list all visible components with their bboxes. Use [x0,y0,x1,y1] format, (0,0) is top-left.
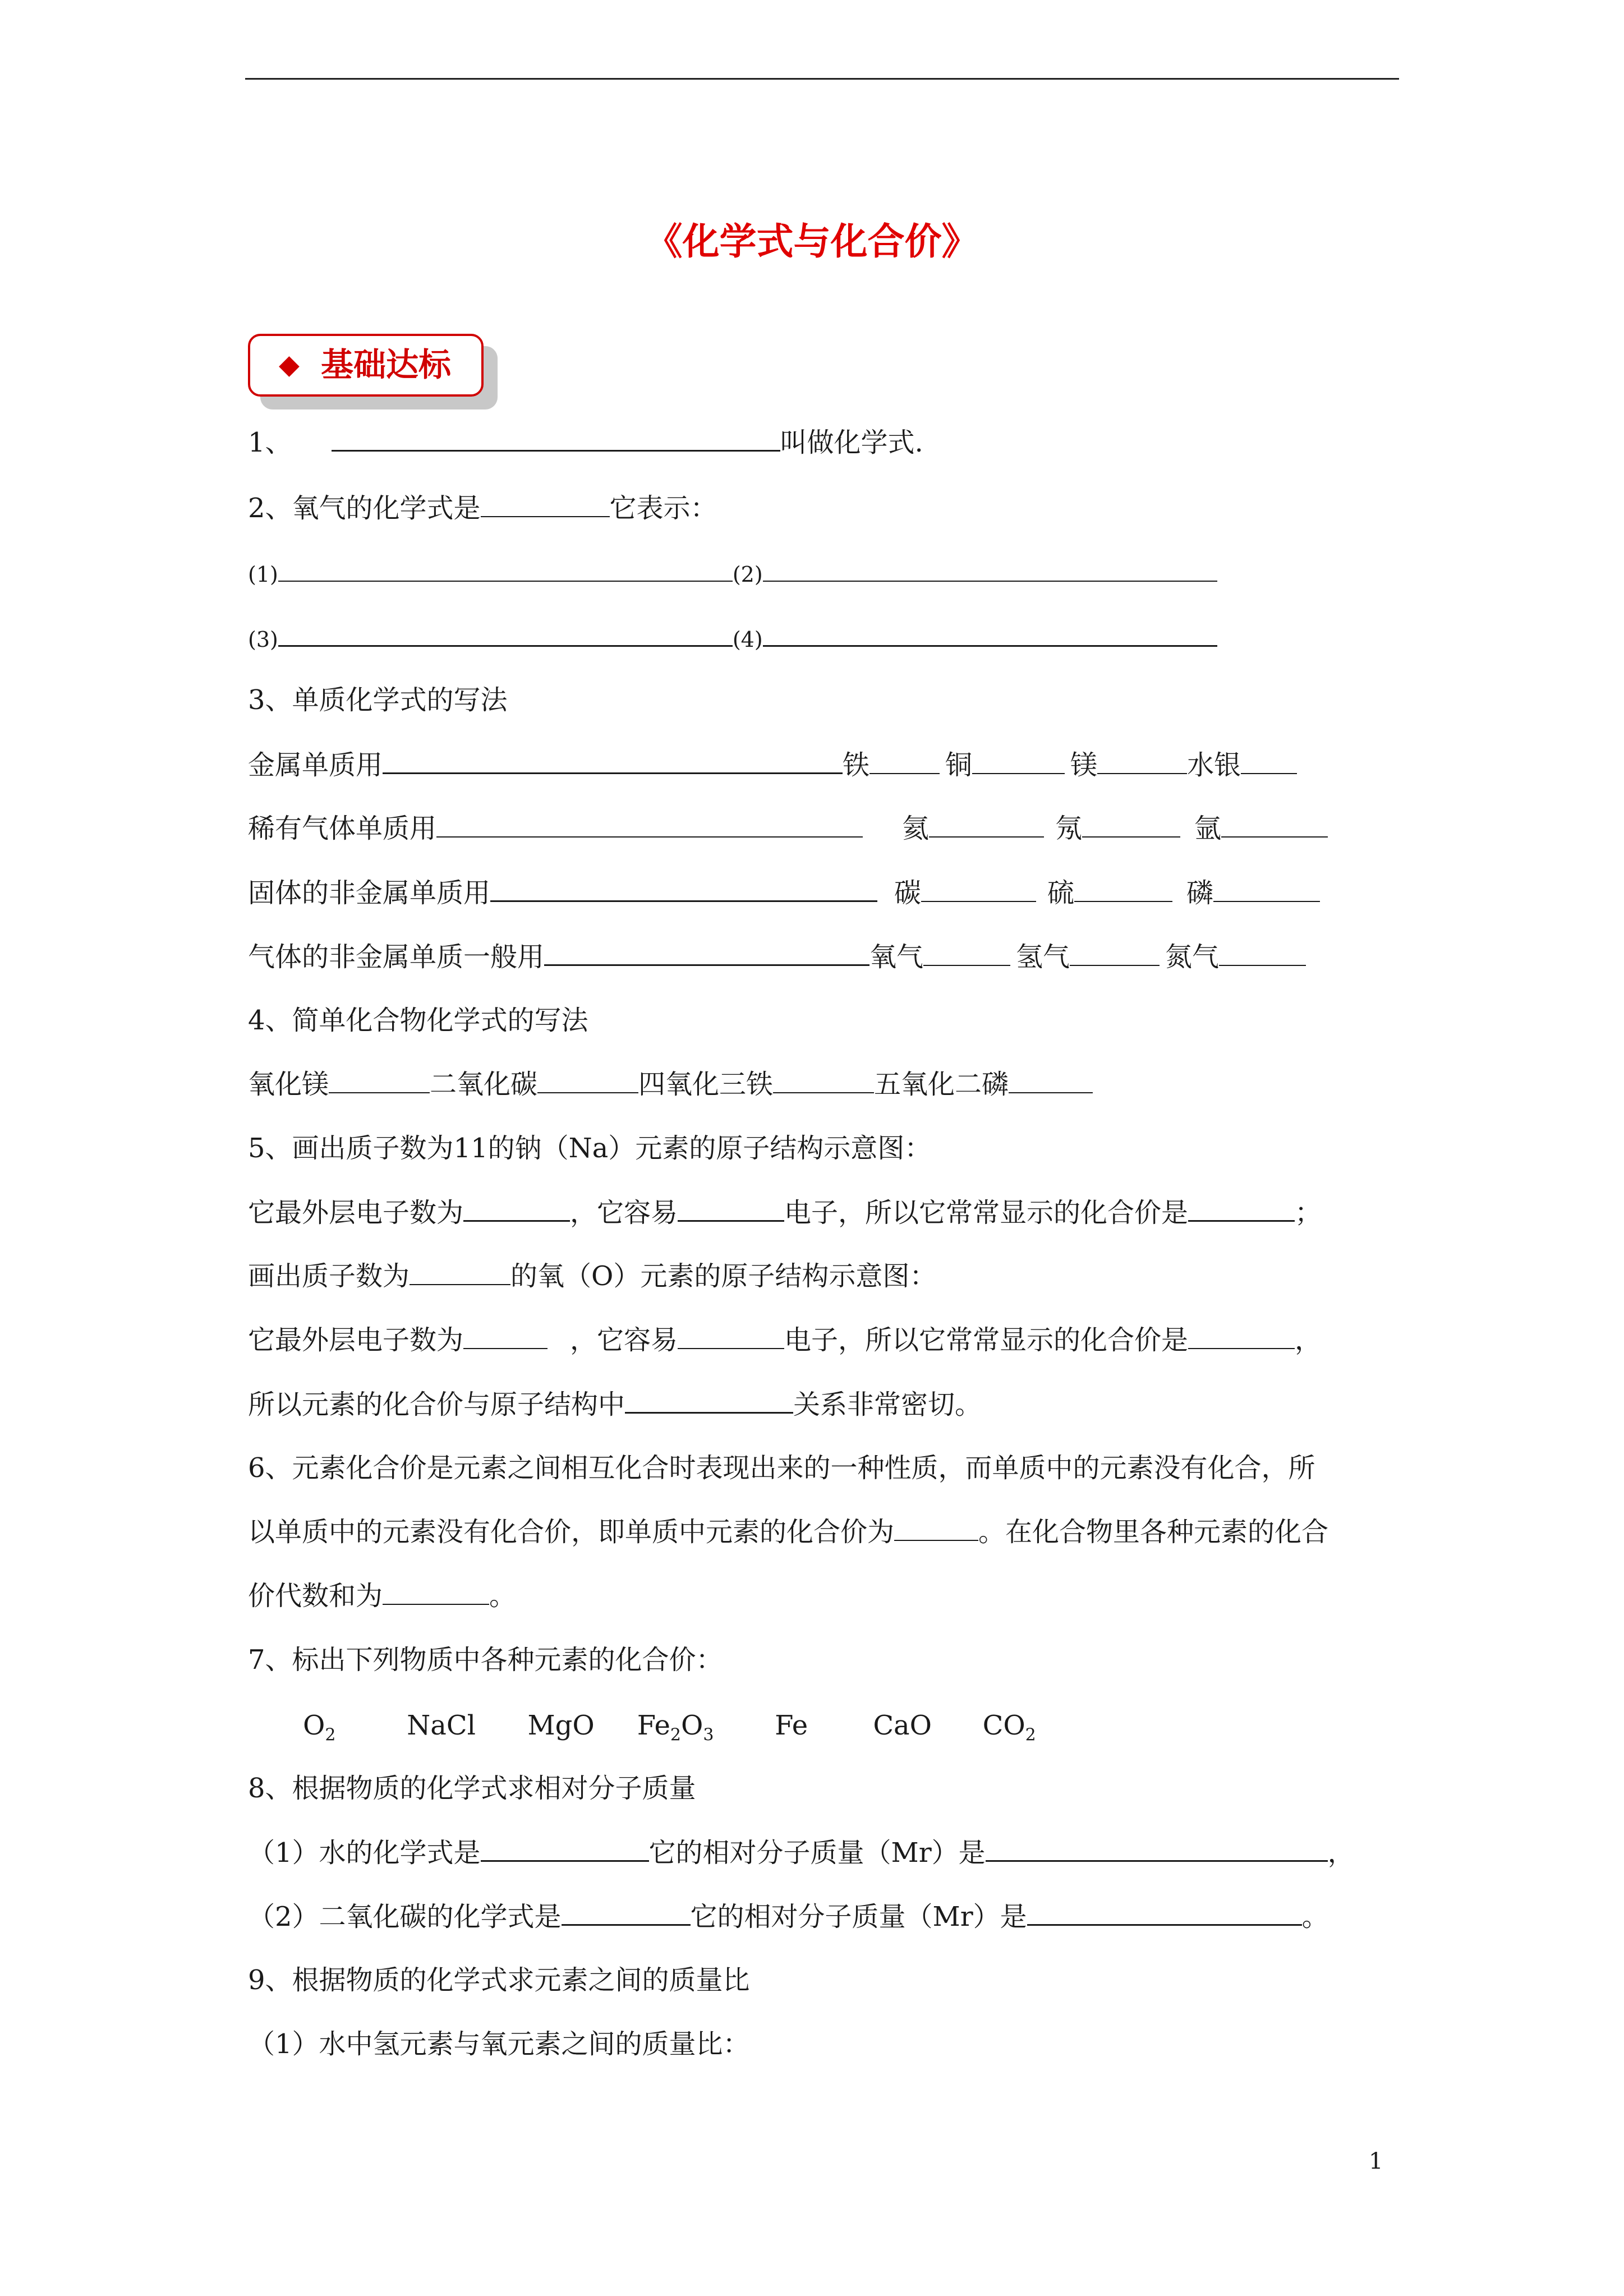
page-title: 《化学式与化合价》 [645,219,979,263]
q2-row-2 [248,617,1217,657]
q5-line-3 [248,1320,1322,1360]
q4-heading: 4、简单化合物化学式的写法 [248,1005,588,1036]
q3-row4-item1: 氧气 [869,941,924,973]
diamond-icon: ◆ [279,349,300,380]
q5-l1a: 它最外层电子数为 [248,1197,464,1228]
q8-b3[interactable] [562,1896,691,1926]
formula-mgo: MgO [527,1710,595,1741]
q4-b3[interactable] [773,1064,874,1093]
q2-row-1 [248,553,1217,593]
q3-row2-b1[interactable] [929,808,1044,838]
q3-row3-blank[interactable] [490,872,877,902]
q3-row1-b4[interactable] [1241,745,1297,774]
q2-text2: 它表示： [609,493,717,524]
q2-item-1: (1) [248,562,278,587]
q3-row4-item2: 氢气 [1016,941,1070,973]
q8-l2b: 它的相对分子质量（Mr）是 [690,1901,1027,1932]
q3-row4-b2[interactable] [1070,937,1160,966]
q4-b2[interactable] [537,1064,638,1093]
q3-row3-label: 固体的非金属单质用 [248,877,491,909]
q5-b5[interactable] [463,1320,548,1349]
q5-b8[interactable] [625,1384,793,1414]
formula-fe: Fe [775,1710,808,1741]
q3-row2-item1: 氦 [902,813,930,844]
q5-l2a: 画出质子数为 [248,1260,410,1292]
q6-b2[interactable] [383,1576,489,1605]
q3-row-solid [248,872,1320,913]
q1-number: 1、 [248,427,292,458]
formula-co2: $CO_2$ [982,1710,1036,1745]
q4-item4: 五氧化二磷 [874,1069,1009,1100]
q3-row2-item2: 氖 [1055,813,1083,844]
q3-row1-blank[interactable] [383,744,843,774]
q1-blank[interactable] [332,422,780,452]
q5-b3[interactable] [1188,1192,1295,1222]
q8-l2a: （2）二氧化碳的化学式是 [248,1901,562,1932]
q5-l3a: 它最外层电子数为 [248,1324,464,1356]
q7-formulas [303,1705,1050,1756]
q3-row4-b3[interactable] [1219,937,1306,966]
q3-row1-item1: 铁 [843,749,870,781]
q3-row2-label: 稀有气体单质用 [248,813,437,844]
q5-b7[interactable] [1188,1320,1295,1349]
q8-l2c: 。 [1301,1901,1329,1932]
question-2 [248,488,717,528]
q3-row4-item3: 氮气 [1165,941,1220,973]
q3-row3-item2: 硫 [1047,877,1075,909]
q3-row-noble [248,808,1328,849]
q8-l1c: ， [1327,1837,1355,1869]
q7-heading: 7、标出下列物质中各种元素的化合价： [248,1644,723,1676]
q3-row1-item3: 镁 [1070,749,1098,781]
q3-row1-b3[interactable] [1097,745,1187,774]
q3-row3-b1[interactable] [921,873,1036,902]
q9-line-1: （1）水中氢元素与氧元素之间的质量比： [248,2028,750,2060]
q6-l3b: 。 [489,1580,517,1612]
q4-b4[interactable] [1009,1064,1093,1093]
q5-l1b: ，它容易 [570,1197,678,1228]
q3-row2-item3: 氩 [1194,813,1222,844]
q2-blank-3[interactable] [278,617,733,647]
q3-row2-blank[interactable] [436,808,863,838]
q8-l1a: （1）水的化学式是 [248,1837,481,1869]
formula-o2: $O_2$ [303,1710,336,1745]
q8-b2[interactable] [986,1832,1328,1862]
q5-line-2 [248,1256,936,1296]
formula-nacl: NaCl [407,1710,476,1741]
question-1 [248,422,923,462]
q6-line-3 [248,1576,516,1616]
q3-row3-b2[interactable] [1074,873,1172,902]
q8-line-1 [248,1832,1355,1872]
q3-row3-item3: 磷 [1186,877,1214,909]
q5-l1d: ； [1295,1197,1322,1228]
q5-b6[interactable] [678,1320,784,1349]
section-header [248,334,498,409]
q6-l3a: 价代数和为 [248,1580,383,1612]
q5-b1[interactable] [463,1192,570,1222]
q8-line-2 [248,1896,1329,1936]
q6-line-1: 6、元素化合价是元素之间相互化合时表现出来的一种性质，而单质中的元素没有化合，所 [248,1452,1315,1484]
q3-row1-item4: 水银 [1187,749,1241,781]
q2-blank-2[interactable] [763,553,1217,582]
q4-b1[interactable] [329,1064,430,1093]
q3-row1-label: 金属单质用 [248,749,383,781]
q4-item1: 氧化镁 [248,1069,329,1100]
q6-b1[interactable] [894,1512,978,1541]
q3-row3-item1: 碳 [894,877,922,909]
q2-item-3: (3) [248,627,278,652]
q3-row1-item2: 铜 [945,749,973,781]
q5-l4b: 关系非常密切。 [793,1389,982,1420]
q3-row2-b3[interactable] [1221,808,1328,838]
q3-row4-blank[interactable] [544,936,869,966]
q5-b4[interactable] [410,1256,510,1285]
q6-l2b: 。在化合物里各种元素的化合 [978,1516,1329,1548]
q3-row4-label: 气体的非金属单质一般用 [248,941,545,973]
q5-l4a: 所以元素的化合价与原子结构中 [248,1389,625,1420]
q8-b4[interactable] [1027,1896,1302,1926]
q2-item-4: (4) [732,627,763,652]
formula-cao: CaO [873,1710,932,1741]
q4-item2: 二氧化碳 [430,1069,538,1100]
q8-l1b: 它的相对分子质量（Mr）是 [648,1837,986,1869]
q4-item3: 四氧化三铁 [638,1069,774,1100]
q2-item-2: (2) [732,562,763,587]
q2-blank[interactable] [481,488,610,517]
q3-row-gas [248,936,1306,977]
q3-row1-b1[interactable] [869,745,940,774]
q5-l2b: 的氧（O）元素的原子结构示意图： [510,1260,937,1292]
q3-row2-b2[interactable] [1082,808,1180,838]
q8-heading: 8、根据物质的化学式求相对分子质量 [248,1773,696,1804]
q5-l3d: ， [1295,1324,1322,1356]
q2-blank-4[interactable] [763,617,1217,647]
header-rule [245,78,1399,80]
q8-b1[interactable] [481,1832,649,1862]
q6-line-2 [248,1512,1328,1552]
q5-l3c: 电子，所以它常常显示的化合价是 [784,1324,1189,1356]
q5-line-4 [248,1384,982,1424]
formula-fe2o3: $Fe_2O_3$ [637,1710,714,1745]
q3-row-metal [248,744,1297,785]
q5-heading: 5、画出质子数为11的钠（Na）元素的原子结构示意图： [248,1133,932,1164]
q5-line-1 [248,1192,1322,1232]
q3-row3-b3[interactable] [1213,873,1320,902]
q4-row [248,1064,1093,1105]
page-number: 1 [1369,2148,1383,2174]
q2-blank-1[interactable] [278,553,733,582]
q3-row1-b2[interactable] [972,745,1065,774]
section-label: 基础达标 [321,346,452,384]
q2-text: 2、氧气的化学式是 [248,493,481,524]
q5-b2[interactable] [678,1192,784,1222]
q6-l2a: 以单质中的元素没有化合价，即单质中元素的化合价为 [248,1516,895,1548]
q5-l1c: 电子，所以它常常显示的化合价是 [784,1197,1189,1228]
q3-row4-b1[interactable] [923,937,1010,966]
q3-heading: 3、单质化学式的写法 [248,684,508,716]
q9-heading: 9、根据物质的化学式求元素之间的质量比 [248,1964,750,1996]
q1-text: 叫做化学式. [780,427,923,458]
q5-l3b: ，它容易 [570,1324,678,1356]
